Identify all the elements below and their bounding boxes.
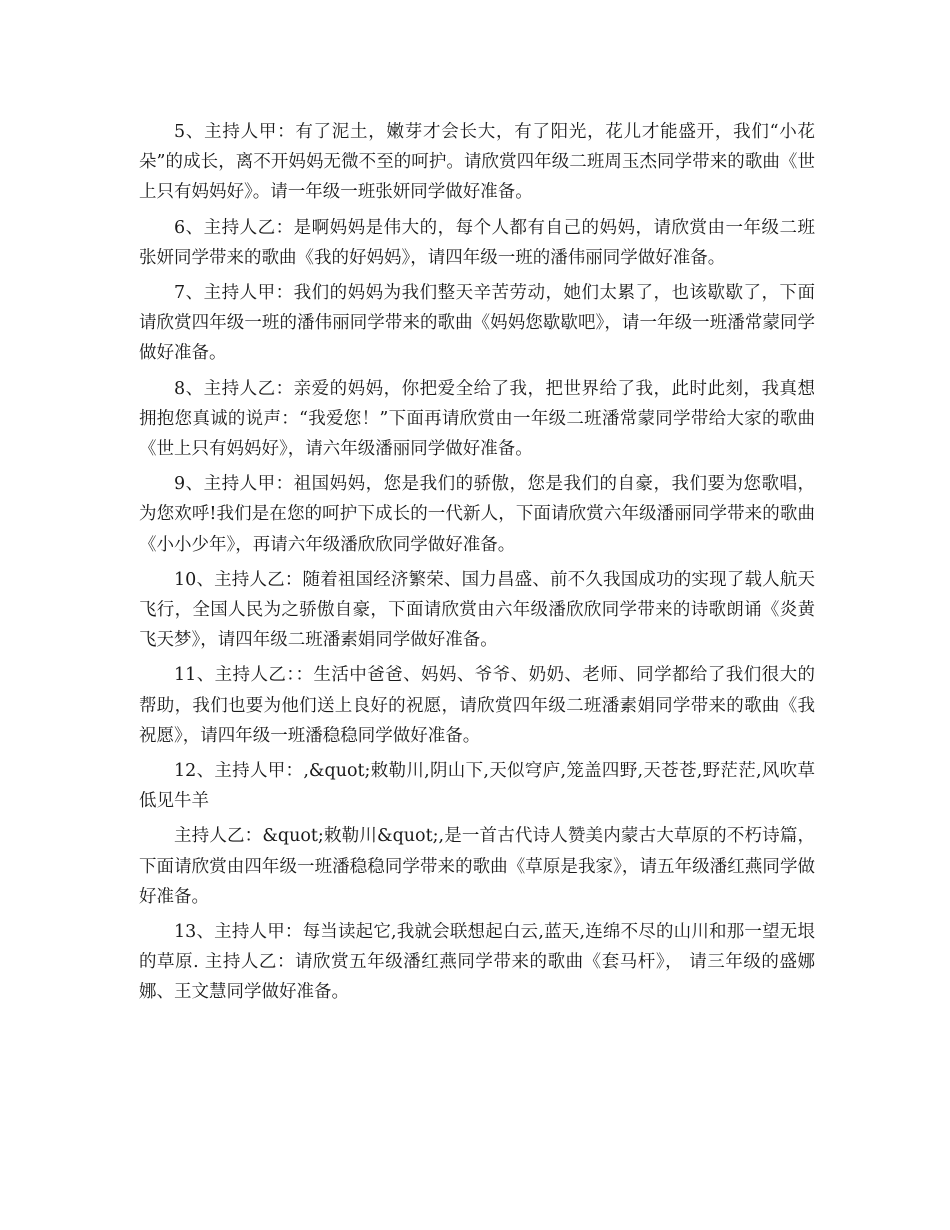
- document-page: [139, 117, 815, 1013]
- paragraph-host-a-13: 13、主持人甲：每当读起它,我就会联想起白云,蓝天,连绵不尽的山川和那一望无垠的草原. 主持人乙：请欣赏五年级潘红燕同学带来的歌曲《套马杆》， 请三年级的盛娜娜、王文慧同学做好准备。: [139, 922, 815, 1003]
- paragraph-host-b-6: 6、主持人乙：是啊妈妈是伟大的，每个人都有自己的妈妈，请欣赏由一年级二班张妍同学带来的歌曲《我的好妈妈》，请四年级一班的潘伟丽同学做好准备。: [139, 217, 815, 268]
- paragraph-host-a-12: 12、主持人甲：,&quot;敕勒川,阴山下,天似穹庐,笼盖四野,天苍苍,野茫茫,风吹草低见牛羊: [139, 761, 815, 812]
- paragraph-host-b-12: 主持人乙：&quot;敕勒川&quot;,是一首古代诗人赞美内蒙古大草原的不朽诗篇，下面请欣赏由四年级一班潘稳稳同学带来的歌曲《草原是我家》，请五年级潘红燕同学做好准备。: [139, 826, 815, 907]
- paragraph-host-a-9: 9、主持人甲：祖国妈妈，您是我们的骄傲，您是我们的自豪，我们要为您歌唱，为您欢呼!我们是在您的呵护下成长的一代新人，下面请欣赏六年级潘丽同学带来的歌曲《小小少年》，再请六年级潘欣欣同学做好准备。: [139, 474, 815, 555]
- paragraph-host-a-5: 5、主持人甲：有了泥土，嫩芽才会长大，有了阳光，花儿才能盛开，我们“小花朵”的成长，离不开妈妈无微不至的呵护。请欣赏四年级二班周玉杰同学带来的歌曲《世上只有妈妈好》。请一年级一班张妍同学做好准备。: [139, 122, 815, 203]
- paragraph-host-b-10: 10、主持人乙：随着祖国经济繁荣、国力昌盛、前不久我国成功的实现了载人航天飞行，全国人民为之骄傲自豪，下面请欣赏由六年级潘欣欣同学带来的诗歌朗诵《炎黄飞天梦》，请四年级二班潘素娟同学做好准备。: [139, 569, 815, 651]
- paragraph-host-b-8: 8、主持人乙：亲爱的妈妈，你把爱全给了我，把世界给了我，此时此刻，我真想拥抱您真诚的说声：“我爱您！”下面再请欣赏由一年级二班潘常蒙同学带给大家的歌曲《世上只有妈妈好》，请六年级潘丽同学做好准备。: [139, 378, 815, 460]
- paragraph-host-b-11: 11、主持人乙：：生活中爸爸、妈妈、爷爷、奶奶、老师、同学都给了我们很大的帮助，我们也要为他们送上良好的祝愿，请欣赏四年级二班潘素娟同学带来的歌曲《我祝愿》，请四年级一班潘稳稳同学做好准备。: [139, 665, 815, 746]
- paragraph-host-a-7: 7、主持人甲：我们的妈妈为我们整天辛苦劳动，她们太累了，也该歇歇了，下面请欣赏四年级一班的潘伟丽同学带来的歌曲《妈妈您歇歇吧》，请一年级一班潘常蒙同学做好准备。: [139, 283, 815, 364]
